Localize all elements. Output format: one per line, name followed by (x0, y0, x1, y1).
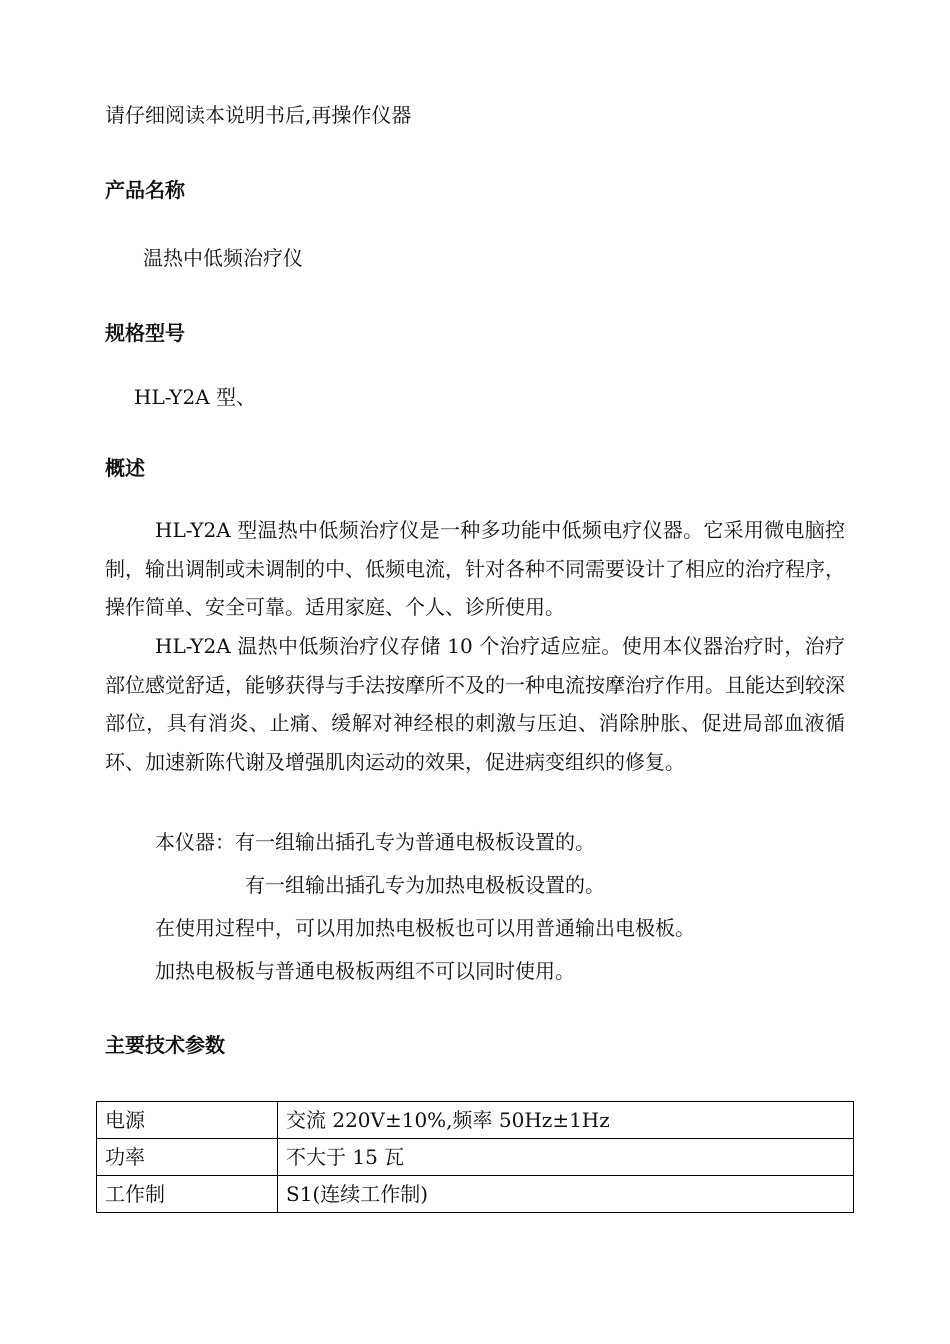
usage-note-line: 在使用过程中，可以用加热电极板也可以用普通输出电极板。 (155, 916, 695, 940)
spec-value: 交流 220V±10%,频率 50Hz±1Hz (278, 1102, 854, 1139)
spec-value: 不大于 15 瓦 (278, 1139, 854, 1176)
reading-notice: 请仔细阅读本说明书后,再操作仪器 (105, 103, 412, 127)
spec-key: 电源 (97, 1102, 278, 1139)
specs-heading: 主要技术参数 (105, 1033, 225, 1057)
device-output-line-1: 本仪器：有一组输出插孔专为普通电极板设置的。 (155, 830, 595, 854)
spec-value: S1(连续工作制) (278, 1176, 854, 1213)
usage-warning-line: 加热电极板与普通电极板两组不可以同时使用。 (155, 959, 575, 983)
product-name-heading: 产品名称 (105, 178, 185, 202)
overview-heading: 概述 (105, 456, 145, 480)
spec-key: 工作制 (97, 1176, 278, 1213)
table-row (97, 1102, 854, 1139)
overview-paragraph-2: HL-Y2A 温热中低频治疗仪存储 10 个治疗适应症。使用本仪器治疗时，治疗部位感觉舒适，能够获得与手法按摩所不及的一种电流按摩治疗作用。且能达到较深部位，具有消炎、止痛、缓解对神经根的刺激与压迫、消除肿胀、促进局部血液循环、加速新陈代谢及增强肌肉运动的效果，促进病变组织的修复。 (105, 634, 845, 774)
table-row (97, 1176, 854, 1213)
model-heading: 规格型号 (105, 321, 185, 345)
overview-paragraph-1: HL-Y2A 型温热中低频治疗仪是一种多功能中低频电疗仪器。它采用微电脑控制，输出调制或未调制的中、低频电流，针对各种不同需要设计了相应的治疗程序，操作简单、安全可靠。适用家庭、个人、诊所使用。 (105, 518, 845, 619)
table-row (97, 1139, 854, 1176)
model-value: HL-Y2A 型、 (134, 385, 257, 409)
spec-key: 功率 (97, 1139, 278, 1176)
product-name-value: 温热中低频治疗仪 (143, 246, 303, 270)
device-output-line-2: 有一组输出插孔专为加热电极板设置的。 (245, 873, 605, 897)
specs-table (96, 1101, 854, 1213)
